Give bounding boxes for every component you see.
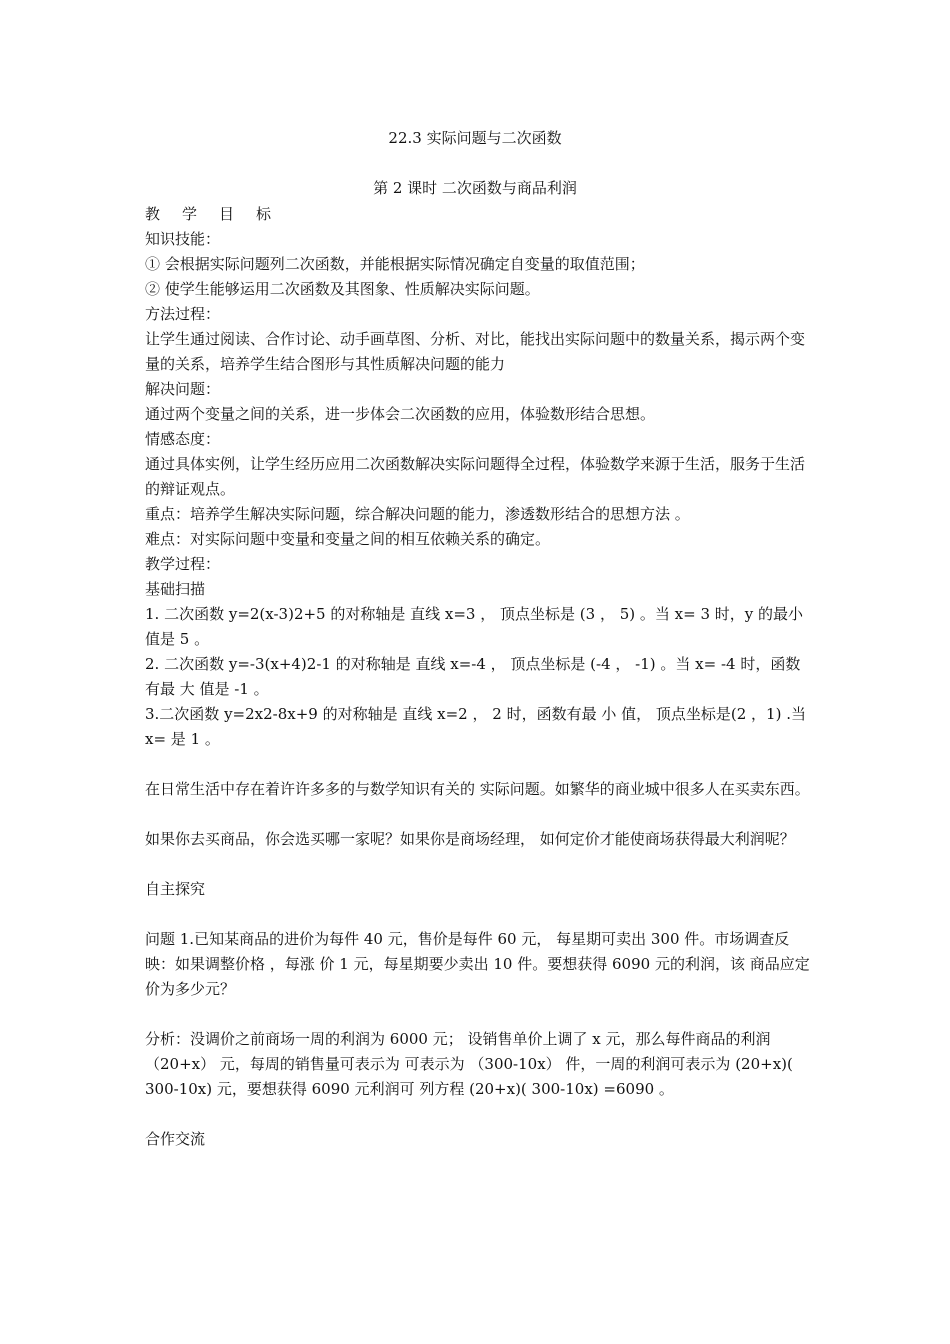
spacer: [145, 802, 810, 827]
document-title: 22.3 实际问题与二次函数: [388, 129, 562, 147]
exercise-item-2: 2. 二次函数 y=-3(x+4)2-1 的对称轴是 直线 x=-4 ， 顶点坐标是 (-4 ， -1) 。当 x= -4 时，函数有最 大 值是 -1 。: [145, 655, 801, 698]
exercise-item-1: 1. 二次函数 y=2(x-3)2+5 的对称轴是 直线 x=3 ， 顶点坐标是 (3 ， 5) 。当 x= 3 时，y 的最小 值是 5 。: [145, 605, 803, 648]
spacer: [145, 1102, 810, 1127]
problem-1: 问题 1.已知某商品的进价为每件 40 元，售价是每件 60 元， 每星期可卖出 300 件。市场调查反映：如果调整价格 ，每涨 价 1 元，每星期要少卖出 10 件。要想获得 6090 元的利润，该 商品应定价为多少元？: [145, 930, 810, 998]
analysis-paragraph: 分析：没调价之前商场一周的利润为 6000 元； 设销售单价上调了 x 元，那么每件商品的利润 （20+x） 元，每周的销售量可表示为 可表示为 （300-10x） 件，一周的利润可表示为 (20+x)( 300-10x) 元，要想获得 6090 元利润可 列方程 (20+x)( 300-10x) =6090 。: [145, 1030, 793, 1098]
spacer: [145, 902, 810, 927]
solve-text: 通过两个变量之间的关系，进一步体会二次函数的应用，体验数形结合思想。: [145, 405, 656, 423]
exercise-item-3: 3.二次函数 y=2x2-8x+9 的对称轴是 直线 x=2 ， 2 时，函数有最 小 值， 顶点坐标是(2 ，1) .当 x= 是 1 。: [145, 705, 806, 748]
knowledge-item-2: ② 使学生能够运用二次函数及其图象、性质解决实际问题。: [145, 280, 540, 298]
spacer: [145, 1002, 810, 1027]
attitude-heading: 情感态度：: [145, 430, 221, 448]
knowledge-item-1: ① 会根据实际问题列二次函数，并能根据实际情况确定自变量的取值范围；: [145, 255, 645, 273]
document-body: [145, 202, 810, 1152]
process-heading: 教学过程：: [145, 555, 221, 573]
intro-paragraph-1: 在日常生活中存在着许许多多的与数学知识有关的 实际问题。如繁华的商业城中很多人在买卖东西。: [145, 780, 810, 798]
cooperate-heading: 合作交流: [145, 1130, 206, 1148]
difficult-point: 难点：对实际问题中变量和变量之间的相互依赖关系的确定。: [145, 530, 551, 548]
objectives-heading: 教学目标: [145, 205, 294, 223]
method-heading: 方法过程：: [145, 305, 221, 323]
knowledge-heading: 知识技能：: [145, 230, 221, 248]
basic-heading: 基础扫描: [145, 580, 206, 598]
spacer: [145, 752, 810, 777]
spacer: [145, 852, 810, 877]
intro-paragraph-2: 如果你去买商品，你会选买哪一家呢？如果你是商场经理， 如何定价才能使商场获得最大利润呢？: [145, 830, 795, 848]
document-subtitle: 第 2 课时 二次函数与商品利润: [373, 179, 577, 197]
attitude-text: 通过具体实例，让学生经历应用二次函数解决实际问题得全过程，体验数学来源于生活，服务于生活的辩证观点。: [145, 455, 806, 498]
method-text: 让学生通过阅读、合作讨论、动手画草图、分析、对比，能找出实际问题中的数量关系，揭示两个变量的关系，培养学生结合图形与其性质解决问题的能力: [145, 330, 806, 373]
key-point: 重点：培养学生解决实际问题，综合解决问题的能力，渗透数形结合的思想方法 。: [145, 505, 690, 523]
explore-heading: 自主探究: [145, 880, 206, 898]
solve-heading: 解决问题：: [145, 380, 221, 398]
